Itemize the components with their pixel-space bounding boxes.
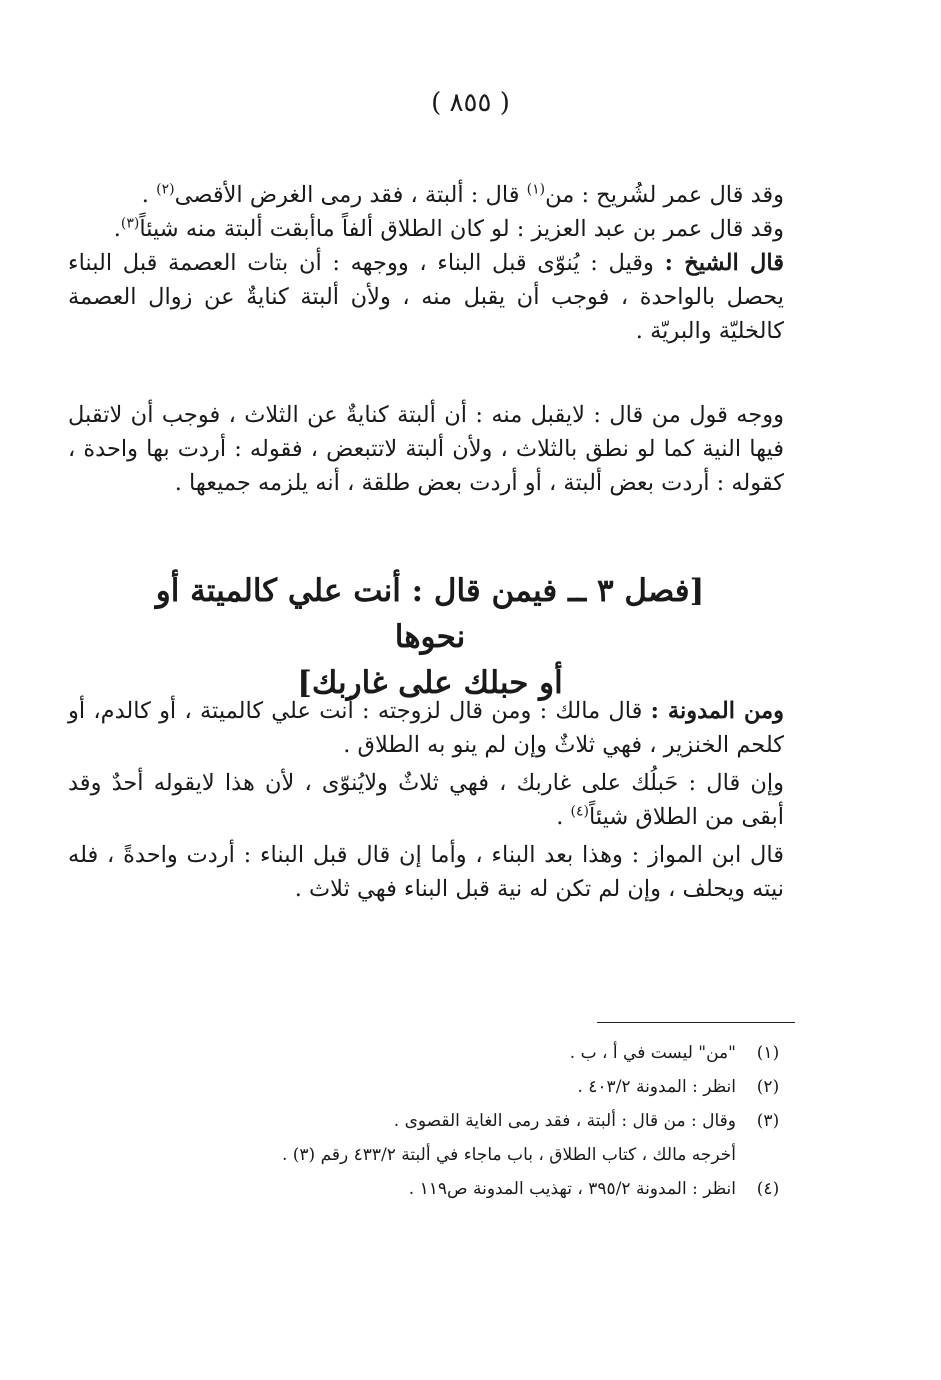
heading-line-2: أو حبلك على غاربك] bbox=[297, 665, 563, 701]
footnote-continuation: أخرجه مالك ، كتاب الطلاق ، باب ماجاء في ألبتة ٤٣٣/٢ رقم (٣) . bbox=[281, 1145, 736, 1165]
footnote-marker: (٤) bbox=[570, 803, 589, 820]
paragraph-text: قال : ألبتة ، فقد رمى الغرض الأقصى bbox=[174, 182, 527, 208]
paragraph bbox=[68, 178, 784, 212]
paragraph-text: . bbox=[556, 804, 571, 830]
heading-line-1: [فصل ٣ ــ فيمن قال : أنت علي كالميتة أو نحوها bbox=[155, 573, 705, 655]
paragraph-lead: قال الشيخ : bbox=[664, 250, 784, 276]
paragraph bbox=[68, 246, 784, 348]
paragraph-text: قال ابن المواز : وهذا بعد البناء ، وأما إن قال قبل البناء : أردت واحدةً ، فله نيته ويحلف ، وإن لم تكن له نية قبل البناء فهي ثلاث . bbox=[68, 842, 784, 902]
paragraph-text: . bbox=[141, 182, 157, 208]
footnote-marker: (٣) bbox=[120, 215, 140, 232]
footnote-marker: (١) bbox=[526, 181, 546, 198]
paragraph-block-2 bbox=[68, 398, 784, 500]
footnote bbox=[140, 1036, 800, 1070]
paragraph bbox=[68, 838, 784, 906]
paragraph-text: وقد قال عمر لشُريح : من bbox=[545, 182, 784, 208]
footnote-text: انظر : المدونة ٣٩٥/٢ ، تهذيب المدونة ص١١٩ . bbox=[408, 1179, 736, 1199]
paragraph bbox=[68, 766, 784, 834]
footnote bbox=[140, 1104, 800, 1138]
paragraph-block-3 bbox=[68, 694, 784, 906]
section-heading bbox=[140, 568, 720, 706]
paragraph-text: وقد قال عمر بن عبد العزيز : لو كان الطلاق ألفاً ماأبقت ألبتة منه شيئاً bbox=[139, 216, 784, 242]
footnote bbox=[140, 1070, 800, 1104]
footnote-number: (٢) bbox=[756, 1077, 780, 1097]
footnote bbox=[140, 1172, 800, 1206]
paragraph bbox=[68, 694, 784, 762]
footnote-number: (٣) bbox=[756, 1111, 780, 1131]
footnote-number: (١) bbox=[756, 1043, 780, 1063]
page-number: ( ٨٥٥ ) bbox=[431, 88, 510, 118]
footnote-divider bbox=[597, 1022, 795, 1023]
footnote-text: "من" ليست في أ ، ب . bbox=[569, 1043, 736, 1063]
paragraph bbox=[68, 212, 784, 246]
paragraph-block-1 bbox=[68, 178, 784, 348]
paragraph: ووجه قول من قال : لايقبل منه : أن ألبتة كنايةٌ عن الثلاث ، فوجب أن لاتقبل فيها النية كما لو نطق بالثلاث ، ولأن ألبتة لاتتبعض ، فقوله : أردت بها واحدة ، كقوله : أردت بعض ألبتة ، أو أردت بعض طلقة ، أنه يلزمه جميعها . bbox=[68, 402, 784, 496]
paragraph-lead: ومن المدونة : bbox=[650, 698, 784, 724]
footnote-number: (٤) bbox=[756, 1179, 780, 1199]
footnote-text: وقال : من قال : ألبتة ، فقد رمى الغاية القصوى . bbox=[393, 1111, 736, 1131]
footnote-text: انظر : المدونة ٤٠٣/٢ . bbox=[577, 1077, 736, 1097]
paragraph-text: وقيل : يُنوّى قبل البناء ، ووجهه : أن بتات العصمة قبل البناء يحصل بالواحدة ، فوجب أن يقبل منه ، ولأن ألبتة كنايةٌ عن زوال العصمة كالخليّة والبريّة . bbox=[68, 250, 784, 344]
paragraph-text: وإن قال : حَبلُك على غاربك ، فهي ثلاثٌ ولايُنوّى ، لأن هذا لايقوله أحدٌ وقد أبقى من الطلاق شيئاً bbox=[68, 770, 784, 830]
paragraph-text: قال مالك : ومن قال لزوجته : أنت علي كالميتة ، أو كالدم، أو كلحم الخنزير ، فهي ثلاثٌ وإن لم ينو به الطلاق . bbox=[68, 698, 784, 758]
paragraph-text: . bbox=[113, 216, 121, 242]
footnote-marker: (٢) bbox=[156, 181, 175, 198]
footnotes bbox=[140, 1036, 800, 1206]
